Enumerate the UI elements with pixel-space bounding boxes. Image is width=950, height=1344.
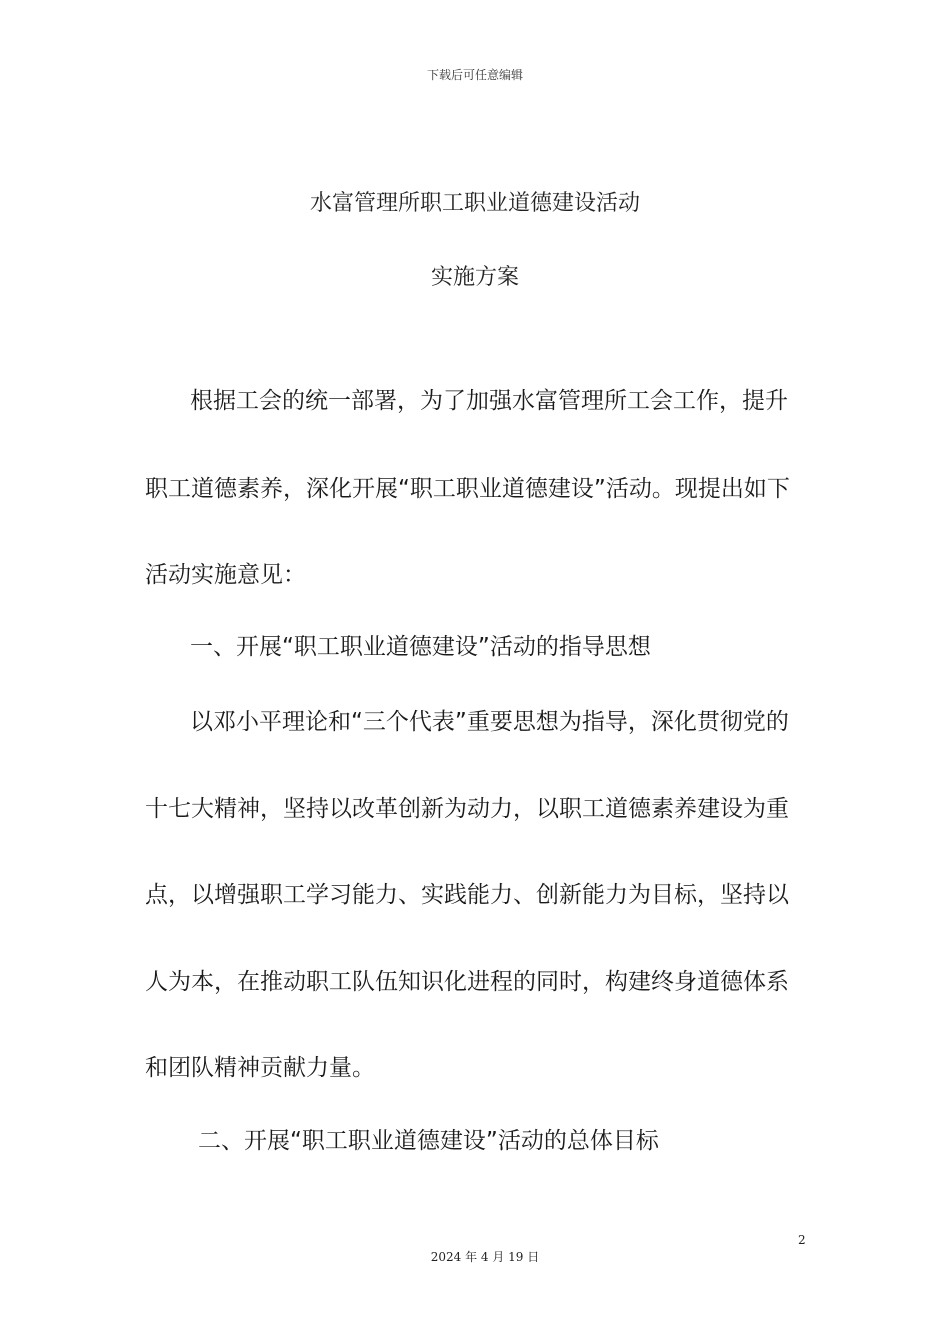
paragraph-line: 点，以增强职工学习能力、实践能力、创新能力为目标，坚持以 [145, 882, 789, 908]
document-title-line-1: 水富管理所职工职业道德建设活动 [309, 191, 640, 216]
page-number: 2 [798, 1233, 806, 1247]
paragraph-line: 根据工会的统一部署，为了加强水富管理所工会工作，提升 [190, 388, 788, 414]
paragraph-line: 人为本，在推动职工队伍知识化进程的同时，构建终身道德体系 [145, 969, 789, 995]
section-heading: 一、开展“职工职业道德建设”活动的指导思想 [190, 634, 651, 660]
section-heading: 二、开展“职工职业道德建设”活动的总体目标 [198, 1128, 659, 1154]
document-title-line-2: 实施方案 [430, 265, 519, 290]
page-header-note: 下载后可任意编辑 [426, 68, 523, 82]
footer-date: 2024 年 4 月 19 日 [430, 1250, 540, 1264]
paragraph-line: 和团队精神贡献力量。 [145, 1055, 375, 1081]
paragraph-line: 职工道德素养，深化开展“职工职业道德建设”活动。现提出如下 [145, 476, 790, 502]
paragraph-line: 活动实施意见： [145, 562, 306, 588]
paragraph-line: 以邓小平理论和“三个代表”重要思想为指导，深化贯彻党的 [190, 709, 789, 735]
paragraph-line: 十七大精神，坚持以改革创新为动力，以职工道德素养建设为重 [145, 796, 789, 822]
